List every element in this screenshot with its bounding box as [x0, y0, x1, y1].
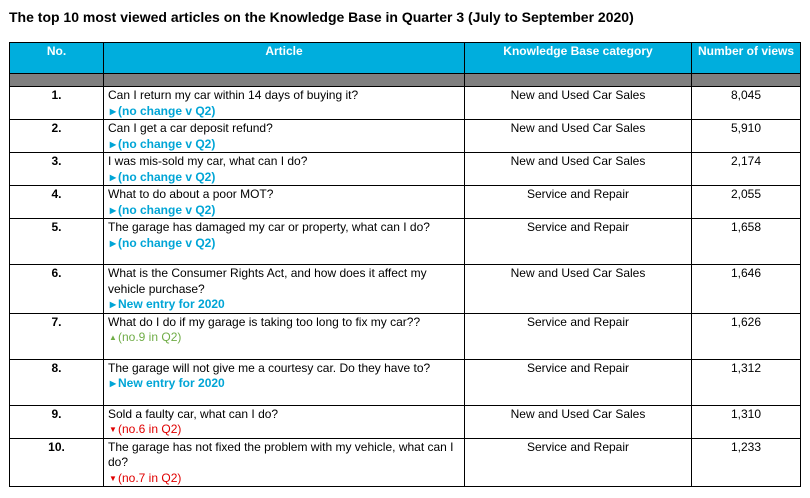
article-cell	[104, 153, 465, 186]
views-cell: 1,312	[692, 359, 801, 405]
trend-up-icon: ▲	[109, 333, 117, 342]
article-link[interactable]: Can I return my car within 14 days of buying it?	[108, 88, 359, 102]
rank-change-label: (no.9 in Q2)	[118, 330, 182, 344]
separator-cell	[10, 74, 104, 87]
trend-same-icon: ▶	[109, 106, 117, 116]
article-link[interactable]: Sold a faulty car, what can I do?	[108, 406, 279, 421]
header-row	[10, 43, 801, 74]
category-cell: New and Used Car Sales	[465, 265, 692, 314]
views-cell: 2,174	[692, 153, 801, 186]
trend-same-icon: ▶	[109, 139, 117, 149]
trend-same-icon: ▶	[109, 205, 117, 215]
rank-cell: 8.	[10, 359, 104, 405]
rank-change-label: (no change v Q2)	[118, 103, 216, 118]
table-row	[10, 405, 801, 438]
article-link[interactable]: What do I do if my garage is taking too long to fix my car??	[108, 314, 421, 329]
rank-cell: 1.	[10, 87, 104, 120]
rank-change-label: (no change v Q2)	[118, 235, 216, 250]
trend-new-icon: ▶	[109, 379, 117, 388]
table-row	[10, 153, 801, 186]
views-cell: 1,233	[692, 438, 801, 487]
article-cell	[104, 186, 465, 219]
views-cell: 1,626	[692, 313, 801, 359]
article-link[interactable]: The garage has damaged my car or property, what can I do?	[108, 220, 430, 234]
rank-change-label: New entry for 2020	[118, 297, 225, 311]
category-cell: New and Used Car Sales	[465, 153, 692, 186]
rank-change-label: New entry for 2020	[118, 376, 225, 390]
rank-cell: 2.	[10, 120, 104, 153]
rank-change	[108, 137, 460, 153]
rank-cell: 3.	[10, 153, 104, 186]
separator-cell	[104, 74, 465, 87]
views-cell: 1,646	[692, 265, 801, 314]
page-title: The top 10 most viewed articles on the Knowledge Base in Quarter 3 (July to September 2020)	[9, 9, 634, 25]
table-row	[10, 313, 801, 359]
rank-change	[108, 330, 460, 346]
trend-same-icon: ▶	[109, 172, 117, 182]
separator-row	[10, 74, 801, 87]
trend-down-icon: ▼	[109, 473, 117, 483]
article-link[interactable]: Can I get a car deposit refund?	[108, 121, 273, 135]
article-cell	[104, 313, 465, 359]
table-row	[10, 359, 801, 405]
views-cell: 5,910	[692, 120, 801, 153]
views-cell: 1,658	[692, 219, 801, 265]
article-cell	[104, 265, 465, 314]
rank-cell: 5.	[10, 219, 104, 265]
separator-cell	[465, 74, 692, 87]
category-cell: Service and Repair	[465, 219, 692, 265]
rank-change	[108, 471, 460, 487]
views-cell: 2,055	[692, 186, 801, 219]
rank-change-label: (no.6 in Q2)	[118, 422, 182, 436]
table-row	[10, 219, 801, 265]
rank-cell: 4.	[10, 186, 104, 219]
views-cell: 8,045	[692, 87, 801, 120]
views-cell: 1,310	[692, 405, 801, 438]
rank-change	[108, 170, 460, 186]
rank-cell: 7.	[10, 313, 104, 359]
trend-down-icon: ▼	[109, 425, 117, 434]
header-category: Knowledge Base category	[465, 43, 692, 74]
rank-change	[108, 297, 460, 313]
article-cell	[104, 438, 465, 487]
article-cell	[104, 219, 465, 265]
top-articles-table	[9, 42, 801, 487]
category-cell: Service and Repair	[465, 186, 692, 219]
rank-change-label: (no.7 in Q2)	[118, 470, 182, 485]
rank-change-label: (no change v Q2)	[118, 202, 216, 217]
category-cell: New and Used Car Sales	[465, 120, 692, 153]
table-row	[10, 87, 801, 120]
category-cell: Service and Repair	[465, 438, 692, 487]
trend-same-icon: ▶	[109, 238, 117, 248]
article-link[interactable]: What is the Consumer Rights Act, and how does it affect my vehicle purchase?	[108, 266, 427, 296]
rank-cell: 6.	[10, 265, 104, 314]
rank-change	[108, 236, 460, 252]
table-body	[10, 74, 801, 487]
table-row	[10, 265, 801, 314]
header-article: Article	[104, 43, 465, 74]
article-link[interactable]: I was mis-sold my car, what can I do?	[108, 154, 308, 168]
separator-cell	[692, 74, 801, 87]
rank-cell: 9.	[10, 405, 104, 438]
article-cell	[104, 359, 465, 405]
rank-change-label: (no change v Q2)	[118, 136, 216, 151]
article-link[interactable]: The garage has not fixed the problem with my vehicle, what can I do?	[108, 439, 454, 469]
table-row	[10, 186, 801, 219]
article-cell	[104, 87, 465, 120]
article-link[interactable]: The garage will not give me a courtesy car. Do they have to?	[108, 360, 431, 375]
category-cell: Service and Repair	[465, 359, 692, 405]
rank-cell: 10.	[10, 438, 104, 487]
category-cell: New and Used Car Sales	[465, 405, 692, 438]
header-no: No.	[10, 43, 104, 74]
category-cell: New and Used Car Sales	[465, 87, 692, 120]
rank-change	[108, 422, 460, 438]
header-views: Number of views	[692, 43, 801, 74]
article-cell	[104, 120, 465, 153]
rank-change	[108, 376, 460, 392]
table-row	[10, 120, 801, 153]
rank-change-label: (no change v Q2)	[118, 169, 216, 184]
rank-change	[108, 104, 460, 120]
article-link[interactable]: What to do about a poor MOT?	[108, 187, 274, 201]
category-cell: Service and Repair	[465, 313, 692, 359]
table-row	[10, 438, 801, 487]
trend-new-icon: ▶	[109, 300, 117, 309]
rank-change	[108, 203, 460, 219]
article-cell	[104, 405, 465, 438]
